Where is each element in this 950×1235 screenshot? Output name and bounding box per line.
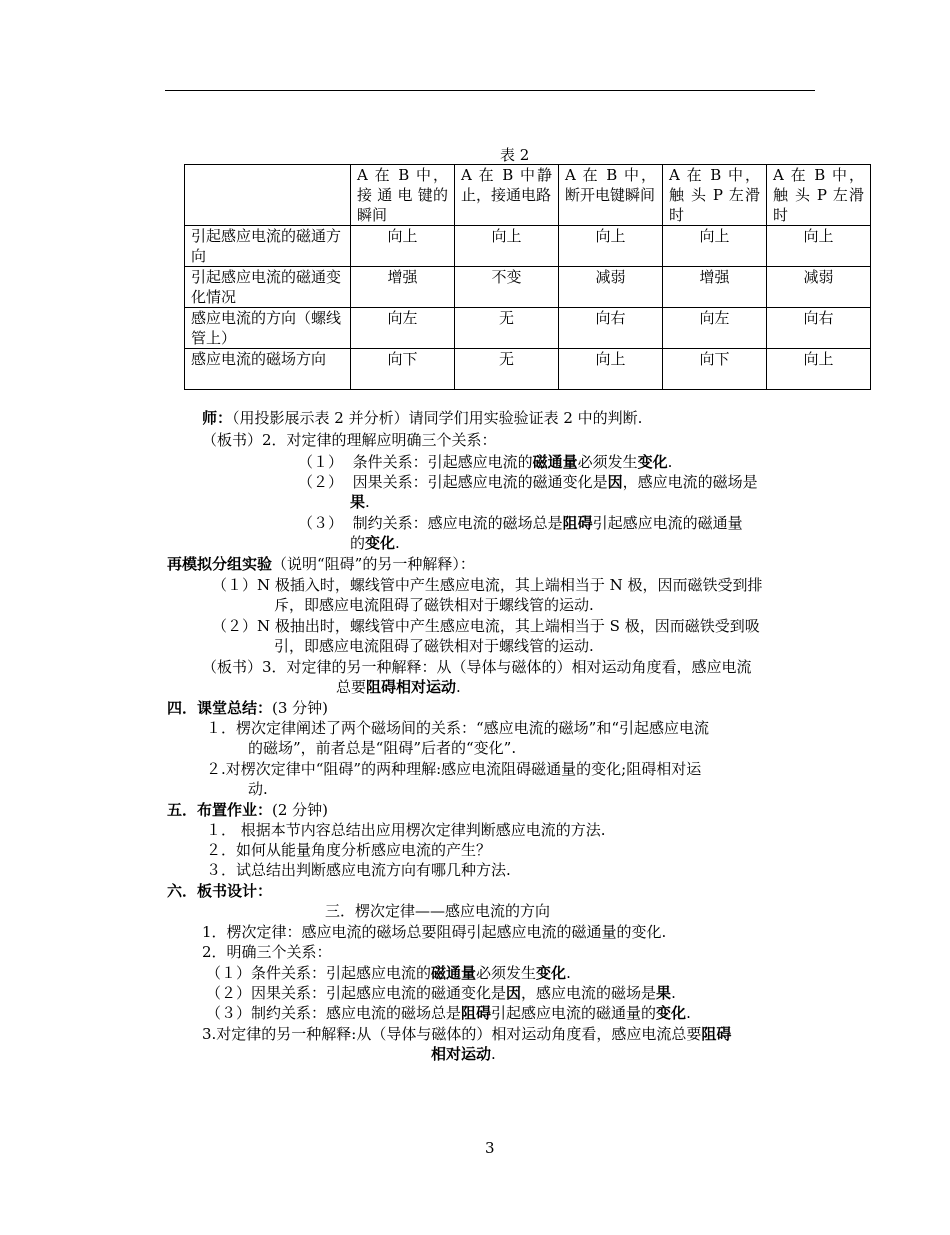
relation-emphasis: 变化 xyxy=(637,453,668,471)
row-label: 引起感应电流的磁通方向 xyxy=(185,226,351,267)
design-emphasis: 磁通量 xyxy=(431,964,477,982)
table-row xyxy=(185,349,871,390)
design-emphasis: 因 xyxy=(506,984,522,1002)
simulation-heading xyxy=(167,554,475,574)
relation-2 xyxy=(298,472,758,492)
relation-1 xyxy=(298,452,672,472)
board-text: . xyxy=(456,678,461,696)
design-line-2: 2．明确三个关系： xyxy=(202,943,332,961)
design-text: （３）制约关系：感应电流的磁场总是 xyxy=(206,1004,462,1022)
table-cell: 向下 xyxy=(351,349,455,390)
section-4-heading xyxy=(167,698,328,718)
design-text: . xyxy=(686,1004,691,1022)
table-header-cell: A 在 B 中，接 通 电 键的瞬间 xyxy=(351,165,455,226)
relation-number: （１） xyxy=(298,453,344,471)
homework-item: ３．试总结出判断感应电流方向有哪几种方法. xyxy=(206,861,511,879)
section-6-heading xyxy=(167,881,272,901)
simulation-text: （说明“阻碍”的另一种解释）： xyxy=(272,555,475,573)
table-header-cell: A 在 B 中，触 头 P 左滑时 xyxy=(767,165,871,226)
table-cell: 无 xyxy=(455,308,559,349)
table-cell: 向右 xyxy=(767,308,871,349)
table-cell: 增强 xyxy=(663,267,767,308)
table-header-cell: A 在 B 中静止，接通电路 xyxy=(455,165,559,226)
row-label: 引起感应电流的磁通变化情况 xyxy=(185,267,351,308)
relation-text: 因果关系：引起感应电流的磁通变化是 xyxy=(352,473,608,491)
row-label: 感应电流的方向（螺线管上） xyxy=(185,308,351,349)
design-relation-2 xyxy=(206,983,676,1003)
table-cell: 向上 xyxy=(663,226,767,267)
design-emphasis: 阻碍 xyxy=(701,1025,732,1043)
table-cell: 减弱 xyxy=(559,267,663,308)
table-cell: 向上 xyxy=(559,349,663,390)
design-text: 3.对定律的另一种解释:从（导体与磁体的）相对运动角度看，感应电流总要 xyxy=(202,1025,702,1043)
table-cell: 向左 xyxy=(351,308,455,349)
relation-text: 的 xyxy=(350,534,366,552)
header-rule xyxy=(165,90,815,91)
design-text: . xyxy=(491,1045,496,1063)
table-cell: 向下 xyxy=(663,349,767,390)
relation-text: ，感应电流的磁场是 xyxy=(622,473,758,491)
board-note-3-line2 xyxy=(336,677,461,697)
homework-item: ２．如何从能量角度分析感应电流的产生？ xyxy=(206,841,492,859)
table-cell: 向上 xyxy=(559,226,663,267)
table-cell: 向上 xyxy=(351,226,455,267)
design-text: （１）条件关系：引起感应电流的 xyxy=(206,964,432,982)
design-emphasis: 相对运动 xyxy=(431,1045,492,1063)
table-cell: 向上 xyxy=(767,349,871,390)
relation-number: （２） xyxy=(298,473,344,491)
board-note-3-line1: （板书）3．对定律的另一种解释：从（导体与磁体的）相对运动角度看，感应电流 xyxy=(202,658,752,676)
page-number: 3 xyxy=(485,1139,495,1157)
table-cell: 向上 xyxy=(455,226,559,267)
section-5-heading xyxy=(167,800,328,820)
design-emphasis: 果 xyxy=(656,984,672,1002)
table-2 xyxy=(184,164,871,390)
design-text: （２）因果关系：引起感应电流的磁通变化是 xyxy=(206,984,507,1002)
relation-text: 必须发生 xyxy=(577,453,638,471)
section-time: (3 分钟) xyxy=(272,699,329,717)
simulation-2-line2: 引，即感应电流阻碍了磁铁相对于螺线管的运动. xyxy=(274,637,594,655)
relation-emphasis: 果 xyxy=(350,493,366,511)
table-header-cell: A 在 B 中，断开电键瞬间 xyxy=(559,165,663,226)
relation-text: . xyxy=(365,493,370,511)
table-row xyxy=(185,308,871,349)
relation-emphasis: 变化 xyxy=(365,534,396,552)
simulation-1-line2: 斥，即感应电流阻碍了磁铁相对于螺线管的运动. xyxy=(274,596,594,614)
summary-2-line1: ２.对楞次定律中“阻碍”的两种理解:感应电流阻碍磁通量的变化;阻碍相对运 xyxy=(206,760,702,778)
design-emphasis: 阻碍 xyxy=(461,1004,492,1022)
relation-text: 制约关系：感应电流的磁场总是 xyxy=(352,514,563,532)
table-cell: 不变 xyxy=(455,267,559,308)
table-header-cell xyxy=(185,165,351,226)
section-time: (2 分钟) xyxy=(272,801,329,819)
table-row xyxy=(185,267,871,308)
relation-emphasis: 因 xyxy=(607,473,623,491)
section-title: 五．布置作业： xyxy=(167,801,273,819)
section-title: 四．课堂总结： xyxy=(167,699,273,717)
table-header-row xyxy=(185,165,871,226)
relation-emphasis: 阻碍 xyxy=(562,514,593,532)
homework-item: １． 根据本节内容总结出应用楞次定律判断感应电流的方法. xyxy=(206,821,606,839)
simulation-1-line1: （１）N 极插入时，螺线管中产生感应电流，其上端相当于 N 极，因而磁铁受到排 xyxy=(212,576,763,594)
design-text: 引起感应电流的磁通量的 xyxy=(491,1004,657,1022)
teacher-label: 师： xyxy=(202,409,233,427)
board-emphasis: 阻碍相对运动 xyxy=(366,678,457,696)
teacher-text: （用投影展示表 2 并分析）请同学们用实验验证表 2 中的判断. xyxy=(232,409,643,427)
design-text: . xyxy=(671,984,676,1002)
relation-number: （３） xyxy=(298,514,344,532)
table-cell: 向右 xyxy=(559,308,663,349)
board-note-2: （板书）2．对定律的理解应明确三个关系： xyxy=(202,431,497,449)
relation-text: 条件关系：引起感应电流的 xyxy=(352,453,533,471)
design-relation-3 xyxy=(206,1003,691,1023)
table-row xyxy=(185,226,871,267)
table-cell: 减弱 xyxy=(767,267,871,308)
section-title: 六．板书设计： xyxy=(167,882,273,900)
row-label: 感应电流的磁场方向 xyxy=(185,349,351,390)
design-line-3 xyxy=(202,1024,731,1044)
relation-3 xyxy=(298,513,743,533)
design-text: ，感应电流的磁场是 xyxy=(521,984,657,1002)
table-cell: 向上 xyxy=(767,226,871,267)
design-text: . xyxy=(566,964,571,982)
design-relation-1 xyxy=(206,963,571,983)
simulation-lead: 再模拟分组实验 xyxy=(167,555,273,573)
table-cell: 无 xyxy=(455,349,559,390)
design-emphasis: 变化 xyxy=(656,1004,687,1022)
relation-text: . xyxy=(667,453,673,471)
relation-2-cont xyxy=(350,492,370,512)
relation-text: . xyxy=(395,534,400,552)
simulation-2-line1: （２）N 极抽出时，螺线管中产生感应电流，其上端相当于 S 极，因而磁铁受到吸 xyxy=(212,617,760,635)
summary-2-line2: 动. xyxy=(248,780,268,798)
table-cell: 增强 xyxy=(351,267,455,308)
teacher-line xyxy=(202,408,642,428)
design-text: 必须发生 xyxy=(476,964,537,982)
design-title: 三．楞次定律——感应电流的方向 xyxy=(325,902,551,920)
summary-1-line1: １．楞次定律阐述了两个磁场间的关系：“感应电流的磁场”和“引起感应电流 xyxy=(206,719,710,737)
table-caption: 表 2 xyxy=(500,146,530,164)
relation-text: 引起感应电流的磁通量 xyxy=(592,514,743,532)
table-header-cell: A 在 B 中，触 头 P 左滑时 xyxy=(663,165,767,226)
relation-3-cont xyxy=(350,533,400,553)
summary-1-line2: 的磁场”，前者总是“阻碍”后者的“变化”. xyxy=(248,739,517,757)
design-line-1: 1．楞次定律：感应电流的磁场总要阻碍引起感应电流的磁通量的变化. xyxy=(202,923,667,941)
board-text: 总要 xyxy=(336,678,367,696)
relation-emphasis: 磁通量 xyxy=(532,453,578,471)
design-emphasis: 变化 xyxy=(536,964,567,982)
design-line-3-cont xyxy=(431,1044,496,1064)
table-cell: 向左 xyxy=(663,308,767,349)
